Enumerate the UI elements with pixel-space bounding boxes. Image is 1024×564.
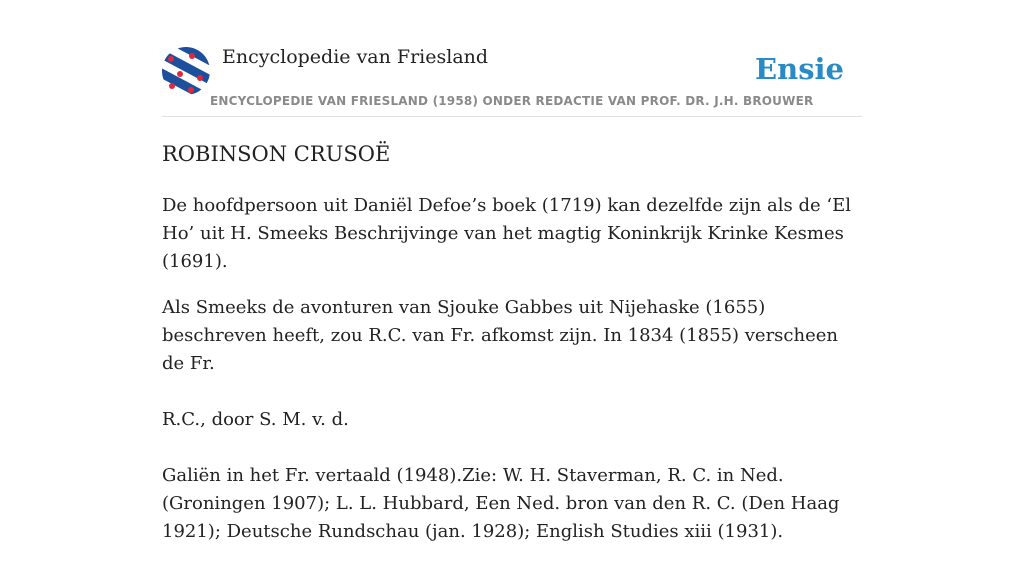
site-subtitle: ENCYCLOPEDIE VAN FRIESLAND (1958) ONDER REDACTIE VAN PROF. DR. J.H. BROUWER: [210, 94, 814, 108]
site-title-link[interactable]: Encyclopedie van Friesland: [222, 46, 489, 68]
entry-title: ROBINSON CRUSOË: [162, 142, 391, 166]
frisian-flag-icon[interactable]: [162, 47, 210, 95]
article-paragraph: De hoofdpersoon uit Daniël Defoe’s boek (1719) kan dezelfde zijn als de ‘El Ho’ uit H. Smeeks Beschrijvinge van het magtig Koninkrijk Krinke Kesmes (1691).: [162, 195, 852, 272]
article: [162, 138, 862, 564]
article-paragraph: Als Smeeks de avonturen van Sjouke Gabbes uit Nijehaske (1655) beschreven heeft, zou R.C. van Fr. afkomst zijn. In 1834 (1855) verscheen de Fr. R.C., door S. M. v. d. Galiën in het Fr. vertaald (1948).Zie: W. H. Staverman, R. C. in Ned. (Groningen 1907); L. L. Hubbard, Een Ned. bron van den R. C. (Den Haag 1921); Deutsche Rundschau (jan. 1928); English Studies xiii (1931).: [162, 297, 840, 542]
site-header: [162, 44, 862, 117]
ensie-brand-link[interactable]: Ensie: [755, 52, 844, 86]
